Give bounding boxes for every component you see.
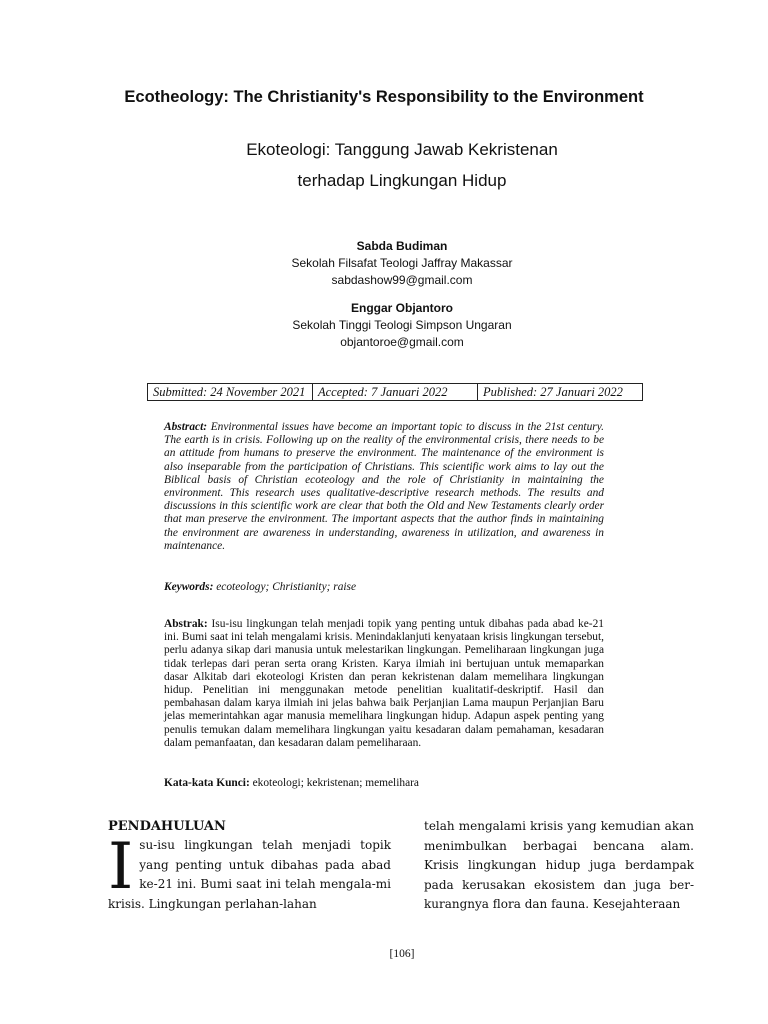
author-block-1 (0, 238, 768, 289)
abstract-label: Abstract: (164, 421, 208, 433)
drop-cap: I (108, 830, 134, 904)
author-affiliation: Sekolah Tinggi Teologi Simpson Ungaran (292, 318, 512, 332)
abstract-indonesian (164, 618, 604, 750)
intro-right-text: telah mengalami krisis yang kemudian akan menimbulkan berbagai bencana alam. Krisis lingkungan hidup juga berdampak pada kerusakan ekosistem dan juga ber-kurangnya flora dan fauna. Kesejahteraan (424, 819, 694, 912)
author-email: sabdashow99@gmail.com (331, 273, 473, 287)
subtitle-line-2: terhadap Lingkungan Hidup (297, 171, 507, 190)
abstract-text: Environmental issues have become an important topic to discuss in the 21st century. The earth is in crisis. Following up on the reality of the environmental crisis, there needs to be an attitude from humans to preserve the environment. The maintenance of the environment is also inseparable from the participation of Christians. This scientific work aims to lay out the Biblical basis of Christian ecoteology and the role of Christianity in maintaining the environment. This research uses qualitative-descriptive research methods. The results and discussions in this scientific work are clear that both the Old and New Testaments clearly order that man preserve the environment. The important aspects that the author finds in maintaining the environment are awareness in understanding, awareness in utilization, and awareness in maintenance. (164, 421, 604, 552)
paper-title: Ecotheology: The Christianity's Responsibility to the Environment (124, 88, 644, 106)
keywords-english (164, 581, 356, 593)
keywords-label: Keywords: (164, 581, 214, 593)
paper-subtitle (0, 134, 768, 196)
intro-column-right (424, 817, 694, 915)
author-name: Sabda Budiman (356, 239, 448, 253)
accepted-date: Accepted: 7 Januari 2022 (312, 384, 477, 400)
abstrak-label: Abstrak: (164, 618, 208, 630)
abstract-english (164, 421, 604, 553)
subtitle-line-1: Ekoteologi: Tanggung Jawab Kekristenan (246, 140, 558, 159)
kata-kunci-text: ekoteologi; kekristenan; memelihara (252, 777, 419, 789)
author-block-2 (0, 300, 768, 351)
keywords-indonesian (164, 777, 419, 789)
keywords-text: ecoteology; Christianity; raise (216, 581, 357, 593)
page-number: [106] (389, 948, 415, 960)
intro-left-text: su-isu lingkungan telah menjadi topik yang penting untuk dibahas pada abad ke-21 ini. Bumi saat ini telah mengala-mi krisis. Lingkungan perlahan-lahan (108, 838, 391, 911)
author-name: Enggar Objantoro (351, 301, 453, 315)
author-email: objantoroe@gmail.com (340, 335, 464, 349)
submitted-date: Submitted: 24 November 2021 (153, 385, 306, 399)
submission-dates-box (147, 383, 643, 401)
author-affiliation: Sekolah Filsafat Teologi Jaffray Makassar (291, 256, 513, 270)
section-heading-pendahuluan: PENDAHULUAN (108, 819, 226, 834)
intro-column-left (108, 830, 391, 914)
published-date: Published: 27 Januari 2022 (477, 384, 642, 400)
abstrak-text: Isu-isu lingkungan telah menjadi topik yang penting untuk dibahas pada abad ke-21 ini. Bumi saat ini telah mengalami krisis. Menindaklanjuti kenyataan krisis lingkungan tersebut, perlu adanya sikap dari manusia untuk melestarikan lingkungan. Pemeliharaan lingkungan juga tidak terlepas dari peran serta orang Kristen. Karya ilmiah ini bertujuan untuk memaparkan dasar Alkitab dari ekoteologi Kristen dan peran kekristenan dalam memelihara lingkungan hidup. Penelitian ini menggunakan metode penelitian kualitatif-deskriptif. Hasil dan pembahasan dalam karya ilmiah ini jelas bahwa baik Perjanjian Lama maupun Perjanjian Baru jelas memerintahkan agar manusia memelihara lingkungan hidup. Adapun aspek penting yang penulis temukan dalam memelihara lingkungan yaitu kesadaran dalam pemahaman, kesadaran dalam pemanfaatan, dan kesadaran dalam pemeliharaan. (164, 618, 604, 749)
kata-kunci-label: Kata-kata Kunci: (164, 777, 250, 789)
